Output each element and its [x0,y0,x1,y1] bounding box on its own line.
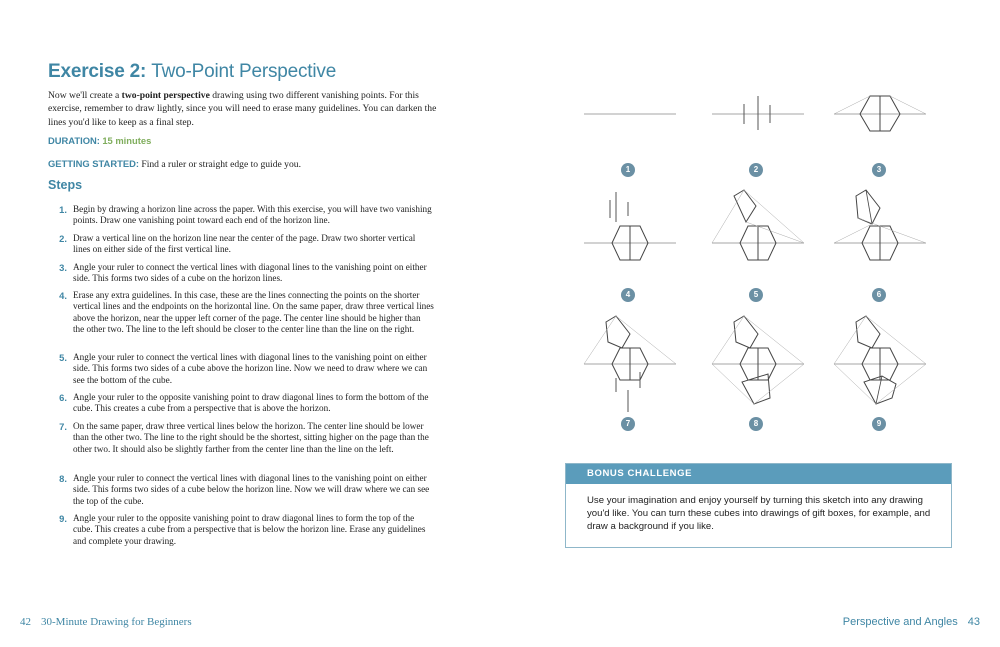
figure-5-drawing [708,188,808,278]
step-text: Erase any extra guidelines. In this case, these are the lines connecting the points on the shorter vertical lines and the endpoints on the horizontal line. On the same paper, draw three vertical lines above the horizon, near the upper left corner of the page. The center line should be higher than the other two. The line to the left should be closer to the center line than the line on the right. [73,290,434,335]
page-number-right: 43 [967,616,980,628]
step-text: Angle your ruler to the opposite vanishing point to draw diagonal lines to form the bottom of the cube. This creates a cube from a perspective that is above the horizon. [73,392,429,414]
intro-bold-term: two-point perspective [121,90,210,101]
step-text: Draw a vertical line on the horizon line near the center of the page. Draw two shorter vertical lines on either side of the first vertical line. [73,233,416,255]
step-number: 3. [59,262,67,273]
figure-badge: 6 [872,288,886,302]
step-item [58,262,434,285]
step-item [58,204,434,227]
intro-text-after: drawing using two different vanishing points. For this exercise, remember to draw lightly, since you will need to erase many guidelines. You can darken the lines you'd like to keep as a final step. [48,90,437,128]
getting-started-line [48,158,301,170]
step-item [58,290,434,336]
footer-left [20,616,192,628]
figure-badge: 8 [749,417,763,431]
figure-4-drawing [580,188,680,278]
footer-right [843,616,980,628]
getting-started-text: Find a ruler or straight edge to guide you. [141,159,301,170]
step-number: 5. [59,352,67,363]
step-number: 6. [59,392,67,403]
step-item [58,233,434,256]
step-number: 7. [59,421,67,432]
figure-7-drawing [580,312,680,417]
step-text: Begin by drawing a horizon line across the paper. With this exercise, you will have two vanishing points. Draw one vanishing point toward each end of the horizon line. [73,204,432,226]
step-number: 1. [59,204,67,215]
duration-line [48,135,151,147]
figure-badge: 2 [749,163,763,177]
intro-paragraph [48,89,438,129]
figure-badge: 5 [749,288,763,302]
figure-badge: 1 [621,163,635,177]
duration-label: DURATION: [48,135,100,146]
step-text: Angle your ruler to connect the vertical lines with diagonal lines to the vanishing point on either side. This forms two sides of a cube above the horizon line. Now we need to draw where we can see the bottom of the cube. [73,352,428,385]
step-number: 4. [59,290,67,301]
figure-6-drawing [830,188,930,278]
figure-badge: 3 [872,163,886,177]
figure-3-drawing [830,92,930,132]
figure-8-drawing [708,312,808,417]
step-number: 8. [59,473,67,484]
step-text: Angle your ruler to connect the vertical lines with diagonal lines to the vanishing point on either side. This forms two sides of a cube below the horizon line. Now we will draw where we can see the top of the cube. [73,473,430,506]
figure-2-drawing [708,92,808,132]
bonus-challenge-box [565,463,952,548]
step-item [58,392,434,415]
step-item [58,473,434,507]
step-text: Angle your ruler to the opposite vanishing point to draw diagonal lines to form the top of the cube. This creates a cube from a perspective that is below the horizon line. Erase any guidelines and complete your drawing. [73,513,426,546]
book-title: 30-Minute Drawing for Beginners [41,616,192,628]
step-number: 2. [59,233,67,244]
figure-grid [570,80,950,440]
bonus-challenge-title: BONUS CHALLENGE [566,464,951,484]
step-text: On the same paper, draw three vertical lines below the horizon. The center line should be lower than the other two. The line to the right should be the shortest, sitting higher on the page than the other two. It should also be slightly farther from the center line than the line on the left. [73,421,429,454]
page-number-left: 42 [20,616,31,628]
getting-started-label: GETTING STARTED: [48,158,139,169]
figure-badge: 9 [872,417,886,431]
figure-9-drawing [830,312,930,417]
step-item [58,352,434,386]
exercise-title-main: Two-Point Perspective [151,61,337,82]
figure-1-drawing [580,100,680,130]
duration-value: 15 minutes [102,135,152,146]
step-item [58,513,434,547]
step-text: Angle your ruler to connect the vertical lines with diagonal lines to the vanishing point on either side. This forms two sides of a cube on the horizon lines. [73,262,427,284]
steps-heading: Steps [48,178,83,192]
exercise-title [48,61,336,83]
step-item [58,421,434,455]
step-number: 9. [59,513,67,524]
figure-badge: 4 [621,288,635,302]
intro-text-before: Now we'll create a [48,90,122,101]
exercise-title-prefix: Exercise 2: [48,61,152,82]
figure-badge: 7 [621,417,635,431]
bonus-challenge-text: Use your imagination and enjoy yourself by turning this sketch into any drawing you'd like. You can turn these cubes into drawings of gift boxes, for example, and draw a background if you like. [587,495,931,532]
chapter-title: Perspective and Angles [842,616,958,628]
